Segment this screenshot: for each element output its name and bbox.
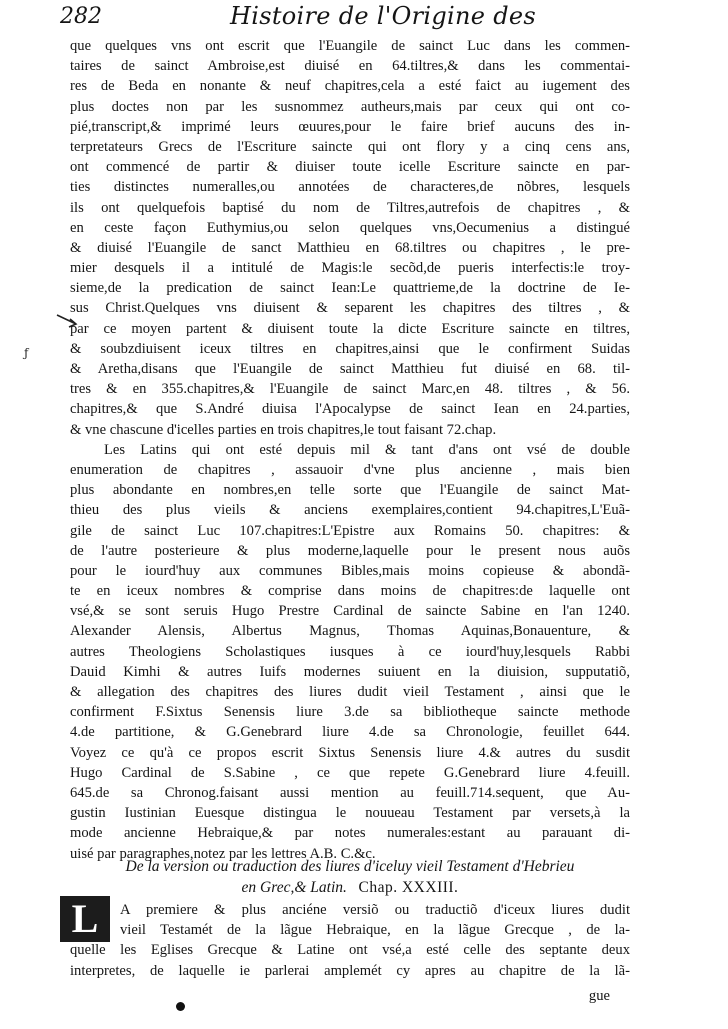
chapter-heading <box>70 856 630 898</box>
drop-cap-initial: L <box>60 896 110 942</box>
text-line: Alexander Alensis, Albertus Magnus, Thomas Aquinas,Bonauenture, & <box>70 623 630 640</box>
text-line: res de Beda en nonante & neuf chapitres,cela a esté faict au iugement des <box>70 78 630 95</box>
text-line: confirment F.Sixtus Senensis liure 3.de sa bibliotheque saincte methode <box>70 704 630 721</box>
text-line: gustin Iustinian Euesque distingua le nouueau Testament par versets,à la <box>70 805 630 822</box>
chapter-text-line: A premiere & plus anciéne versiõ ou traductiõ d'iceux liures dudit <box>120 902 630 918</box>
text-line: 645.de sa Chronog.faisant aussi mention au feuill.714.sequent, que Au- <box>70 784 630 801</box>
text-line: ils ont quelquefois baptisé du nom de Tiltres,autrefois de chapitres , & <box>70 199 630 216</box>
chapter-text-line: quelle les Eglises Grecque & Latine ont vsé,a esté celle des septante deux <box>70 942 630 959</box>
text-line: mode ancienne Hebraique,& par notes numerales:estant au parauant di- <box>70 825 630 842</box>
text-line: que quelques vns ont escrit que l'Euangile de sainct Luc dans les commen- <box>70 38 630 54</box>
text-line: vsé,& se sont seruis Hugo Prestre Cardinal de saincte Sabine en l'an 1240. <box>70 603 630 620</box>
text-line: tres & en 355.chapitres,& l'Euangile de sainct Marc,en 48. tiltres , & 56. <box>70 381 630 398</box>
catchword: gue <box>588 988 610 1004</box>
text-line: Les Latins qui ont esté depuis mil & tant d'ans ont vsé de double <box>104 441 630 458</box>
margin-annotation: ƒ <box>24 346 29 360</box>
text-line: ont commencé de partir & diuiser toute icelle Escriture saincte en par- <box>70 159 630 176</box>
text-line: de l'autre posterieure & plus moderne,laquelle pour le present nous auõs <box>70 542 630 559</box>
text-line: pour le iourd'huy aux communes Bibles,mais moins copieuse & abondã- <box>70 562 630 579</box>
text-line: par ce moyen partent & diuisent toute la dicte Escriture saincte en tiltres, <box>70 320 630 337</box>
text-line: gile de sainct Luc 107.chapitres:L'Epistre aux Romains 50. chapitres: & <box>70 522 630 539</box>
text-line: sus Christ.Quelques vns diuisent & separent les chapitres des tiltres , & <box>70 300 630 317</box>
chapter-heading-line-2 <box>70 877 630 898</box>
text-line: Dauid Kimhi & autres Iuifs modernes suiuent en la diuision, supputatiõ, <box>70 663 630 680</box>
text-line: thieu des plus vieils & anciens exemplaires,contient 94.chapitres,L'Euã- <box>70 502 630 519</box>
text-line: autres Theologiens Scholastiques iusques à ce iourd'huy,lesquels Rabbi <box>70 643 630 660</box>
text-line: pié,transcript,& imprimé leurs œuures,pour le faire brief aucuns des in- <box>70 118 630 135</box>
text-line: uisé par paragraphes,notez par les lettres A.B. C.&c. <box>70 845 376 862</box>
text-line: 4.de partitione, & G.Genebrard liure 4.de sa Chronologie, feuillet 644. <box>70 724 630 741</box>
text-line: en ceste façon Euthymius,ou selon quelques vns,Oecumenius a distingué <box>70 219 630 236</box>
text-line: & diuisé l'Euangile de sanct Matthieu en 68.tiltres ou chapitres , le pre- <box>70 239 630 256</box>
text-line: & soubzdiuisent iceux tiltres en chapitres,ainsi que le confirment Suidas <box>70 340 630 357</box>
text-line: Voyez ce qu'à ce propos escrit Sixtus Senensis liure 4.& autres du susdit <box>70 744 630 761</box>
text-line: sieme,de la predication de sainct Iean:Le quattrieme,de la doctrine de Ie- <box>70 280 630 297</box>
text-line: plus abondante en nombres,en telle sorte que l'Euangile de sainct Mat- <box>70 482 630 499</box>
text-line: enumeration de chapitres , assauoir d'vne plus ancienne , mais bien <box>70 461 630 478</box>
text-line: & vne chascune d'icelles parties en trois chapitres,le tout faisant 72.chap. <box>70 421 497 438</box>
chapter-heading-subtitle: en Grec,& Latin. <box>241 879 347 896</box>
page-header <box>60 2 670 34</box>
chapter-text-line: vieil Testamét de la lãgue Hebraique, en la lãgue Grecque , de la- <box>120 922 630 939</box>
chapter-text-block <box>70 900 630 981</box>
chapter-heading-line-1: De la version ou traduction des liures d'iceluy vieil Testament d'Hebrieu <box>125 858 575 875</box>
text-line: Hugo Cardinal de S.Sabine , ce que repete G.Genebrard liure 4.feuill. <box>70 764 630 781</box>
ink-dot <box>176 1002 185 1011</box>
page-number: 282 <box>60 4 102 29</box>
text-line: chapitres,& que S.André diuisa l'Apocalypse de sainct Iean en 24.parties, <box>70 401 630 418</box>
text-line: taires de sainct Ambroise,est diuisé en 64.tiltres,& dans les commentai- <box>70 58 630 75</box>
text-line: ties distinctes numeralles,ou annotées de characteres,de nõbres, lesquels <box>70 179 630 196</box>
text-line: & Aretha,disans que l'Euangile de sainct Matthieu fut diuisé en 68. til- <box>70 361 630 377</box>
text-line: terpretateurs Grecs de l'Escriture saincte qui ont flory y a cinq cens ans, <box>70 138 630 155</box>
text-line: te en iceux nombres & comprise dans moins de chapitres:de laquelle ont <box>70 583 630 600</box>
main-text-block <box>70 36 630 864</box>
text-line: plus doctes non par les susnommez autheurs,mais par ceux qui ont co- <box>70 98 630 115</box>
chapter-text-line: interpretes, de laquelle ie parlerai amplemét cy apres au chapitre de la lã- <box>70 962 630 979</box>
running-title: Histoire de l'Origine des <box>230 2 536 30</box>
chapter-label: Chap. XXXIII. <box>358 879 459 896</box>
text-line: & allegation des chapitres des liures dudit vieil Testament , ainsi que le <box>70 684 630 700</box>
text-line: mier desquels il a intitulé de Magis:le secõd,de pueris interfectis:le troy- <box>70 260 630 277</box>
